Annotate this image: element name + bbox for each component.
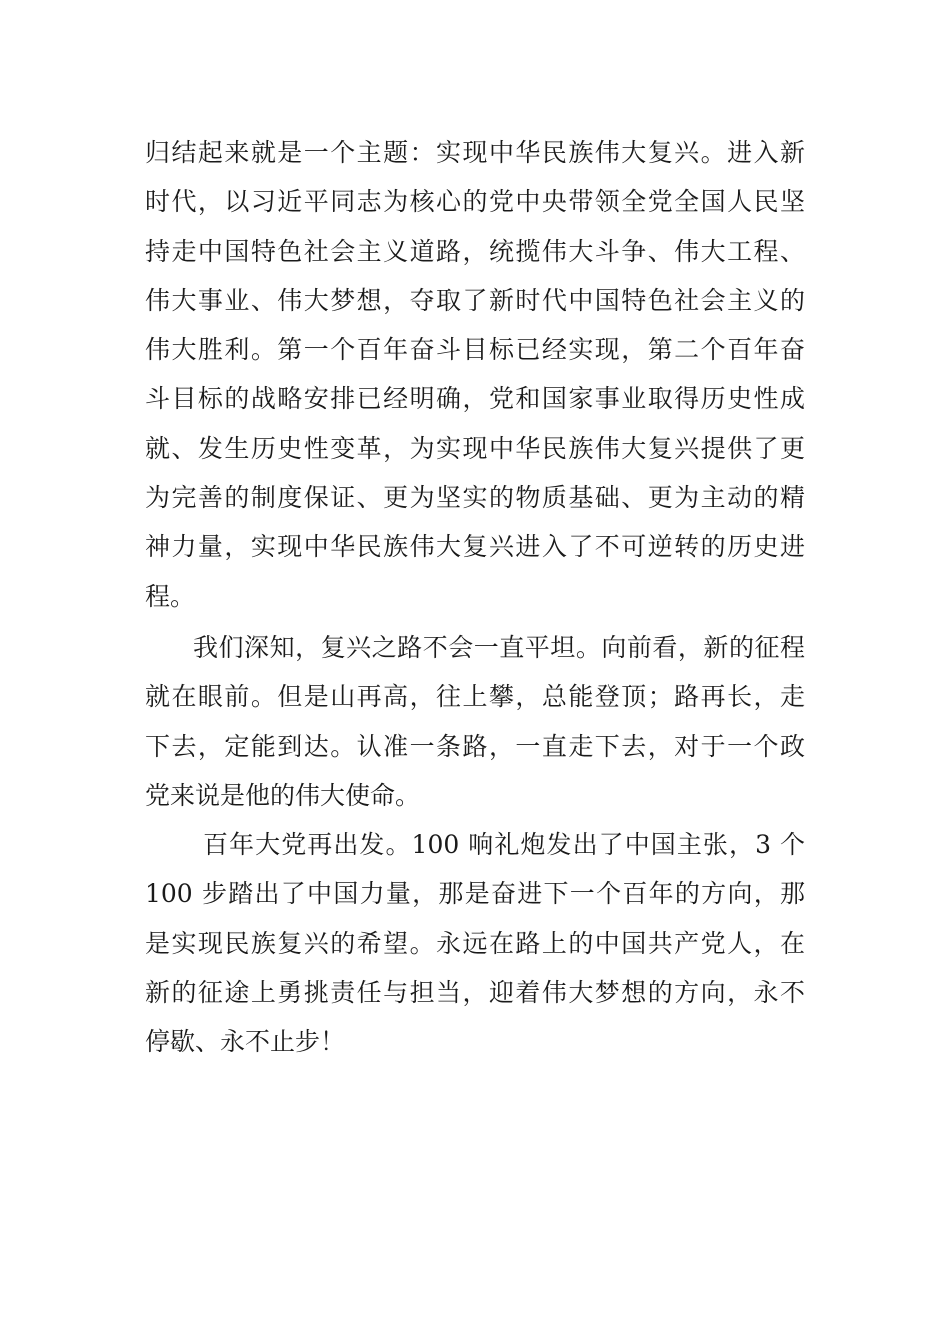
paragraph-line: 100 步踏出了中国力量，那是奋进下一个百年的方向，那 xyxy=(145,879,805,909)
paragraph-line: 伟大事业、伟大梦想，夺取了新时代中国特色社会主义的 xyxy=(145,285,805,315)
paragraph-line: 是实现民族复兴的希望。永远在路上的中国共产党人，在 xyxy=(145,928,805,958)
paragraph-line: 党来说是他的伟大使命。 xyxy=(145,780,421,810)
paragraph-3 xyxy=(145,820,805,1066)
paragraph-line: 新的征途上勇挑责任与担当，迎着伟大梦想的方向，永不 xyxy=(145,977,805,1007)
paragraph-line: 伟大胜利。第一个百年奋斗目标已经实现，第二个百年奋 xyxy=(145,335,805,365)
paragraph-2 xyxy=(145,623,805,820)
paragraph-line: 持走中国特色社会主义道路，统揽伟大斗争、伟大工程、 xyxy=(145,236,805,266)
paragraph-line: 我们深知，复兴之路不会一直平坦。向前看，新的征程 xyxy=(193,633,805,662)
paragraph-line: 下去，定能到达。认准一条路，一直走下去，对于一个政 xyxy=(145,731,805,761)
paragraph-line: 就在眼前。但是山再高，往上攀，总能登顶；路再长，走 xyxy=(145,682,805,712)
paragraph-1 xyxy=(145,128,805,621)
paragraph-line: 就、发生历史性变革，为实现中华民族伟大复兴提供了更 xyxy=(145,433,805,463)
paragraph-line: 为完善的制度保证、更为坚实的物质基础、更为主动的精 xyxy=(145,483,805,513)
paragraph-line: 斗目标的战略安排已经明确，党和国家事业取得历史性成 xyxy=(145,384,805,414)
paragraph-line: 时代，以习近平同志为核心的党中央带领全党全国人民坚 xyxy=(145,187,805,217)
paragraph-line: 百年大党再出发。100 响礼炮发出了中国主张，3 个 xyxy=(203,830,805,859)
paragraph-line: 程。 xyxy=(145,581,196,611)
paragraph-line: 停歇、永不止步！ xyxy=(145,1027,346,1057)
paragraph-line: 归结起来就是一个主题：实现中华民族伟大复兴。进入新 xyxy=(145,138,805,167)
paragraph-line: 神力量，实现中华民族伟大复兴进入了不可逆转的历史进 xyxy=(145,532,805,562)
